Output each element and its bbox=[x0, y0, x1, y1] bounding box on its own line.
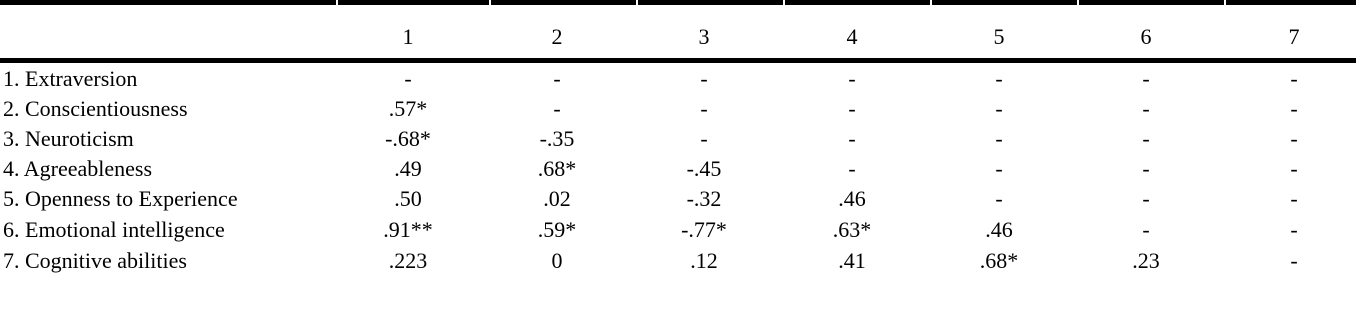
row-label: 4. Agreeableness bbox=[3, 156, 153, 181]
table-row bbox=[0, 64, 1356, 94]
table-cell: - bbox=[1142, 96, 1150, 121]
row-label: 6. Emotional intelligence bbox=[3, 217, 225, 242]
table-cell: - bbox=[553, 66, 561, 91]
table-cell: - bbox=[1142, 186, 1150, 211]
column-header-6: 6 bbox=[1140, 24, 1152, 49]
table-cell: - bbox=[1290, 186, 1298, 211]
table-cell: - bbox=[848, 156, 856, 181]
table-cell: .68* bbox=[537, 156, 577, 181]
table-cell: .02 bbox=[543, 186, 571, 211]
table-cell: - bbox=[995, 186, 1003, 211]
table-cell: -.45 bbox=[686, 156, 722, 181]
table-cell: -.77* bbox=[681, 217, 727, 242]
table-cell: .12 bbox=[690, 248, 718, 273]
column-header-3: 3 bbox=[698, 24, 710, 49]
column-header-7: 7 bbox=[1288, 24, 1300, 49]
table-cell: - bbox=[1142, 217, 1150, 242]
top-rule bbox=[0, 0, 1356, 5]
header-divider bbox=[1224, 0, 1226, 5]
table-cell: - bbox=[848, 66, 856, 91]
row-label: 5. Openness to Experience bbox=[3, 186, 238, 211]
header-row bbox=[0, 22, 1356, 52]
table-cell: - bbox=[553, 96, 561, 121]
header-divider bbox=[489, 0, 491, 5]
table-cell: .223 bbox=[388, 248, 428, 273]
table-cell: - bbox=[1142, 156, 1150, 181]
table-cell: - bbox=[1142, 66, 1150, 91]
table-cell: 0 bbox=[551, 248, 563, 273]
table-cell: - bbox=[1290, 96, 1298, 121]
column-header-2: 2 bbox=[551, 24, 563, 49]
row-label: 3. Neuroticism bbox=[3, 126, 134, 151]
table-cell: - bbox=[1290, 248, 1298, 273]
table-cell: - bbox=[1290, 156, 1298, 181]
table-cell: .59* bbox=[537, 217, 577, 242]
header-divider bbox=[930, 0, 932, 5]
row-label: 2. Conscientiousness bbox=[3, 96, 188, 121]
table-cell: - bbox=[995, 96, 1003, 121]
table-cell: .63* bbox=[832, 217, 872, 242]
table-row bbox=[0, 124, 1356, 154]
header-divider bbox=[783, 0, 785, 5]
table-cell: .68* bbox=[979, 248, 1019, 273]
table-cell: .57* bbox=[388, 96, 428, 121]
column-header-5: 5 bbox=[993, 24, 1005, 49]
column-header-4: 4 bbox=[846, 24, 858, 49]
column-header-1: 1 bbox=[402, 24, 414, 49]
table-cell: - bbox=[1290, 217, 1298, 242]
table-cell: - bbox=[700, 96, 708, 121]
table-row bbox=[0, 246, 1356, 276]
table-cell: - bbox=[995, 66, 1003, 91]
header-rule bbox=[0, 58, 1356, 63]
header-divider bbox=[336, 0, 338, 5]
table-cell: - bbox=[848, 126, 856, 151]
table-cell: - bbox=[1142, 126, 1150, 151]
table-cell: -.35 bbox=[539, 126, 575, 151]
table-row bbox=[0, 154, 1356, 184]
table-row bbox=[0, 184, 1356, 214]
table-cell: .49 bbox=[394, 156, 422, 181]
table-cell: -.32 bbox=[686, 186, 722, 211]
table-cell: .50 bbox=[394, 186, 422, 211]
table-cell: -.68* bbox=[385, 126, 431, 151]
header-divider bbox=[636, 0, 638, 5]
table-cell: - bbox=[848, 96, 856, 121]
table-cell: - bbox=[700, 126, 708, 151]
table-cell: .41 bbox=[838, 248, 866, 273]
table-cell: - bbox=[1290, 126, 1298, 151]
table-cell: .91** bbox=[383, 217, 433, 242]
table-row bbox=[0, 215, 1356, 245]
row-label: 1. Extraversion bbox=[3, 66, 138, 91]
header-divider bbox=[1077, 0, 1079, 5]
row-label: 7. Cognitive abilities bbox=[3, 248, 187, 273]
table-cell: - bbox=[1290, 66, 1298, 91]
table-cell: .46 bbox=[838, 186, 866, 211]
table-cell: - bbox=[404, 66, 412, 91]
table-cell: - bbox=[995, 126, 1003, 151]
table-cell: - bbox=[995, 156, 1003, 181]
table-cell: - bbox=[700, 66, 708, 91]
table-row bbox=[0, 94, 1356, 124]
table-cell: .23 bbox=[1132, 248, 1160, 273]
table-cell: .46 bbox=[985, 217, 1013, 242]
